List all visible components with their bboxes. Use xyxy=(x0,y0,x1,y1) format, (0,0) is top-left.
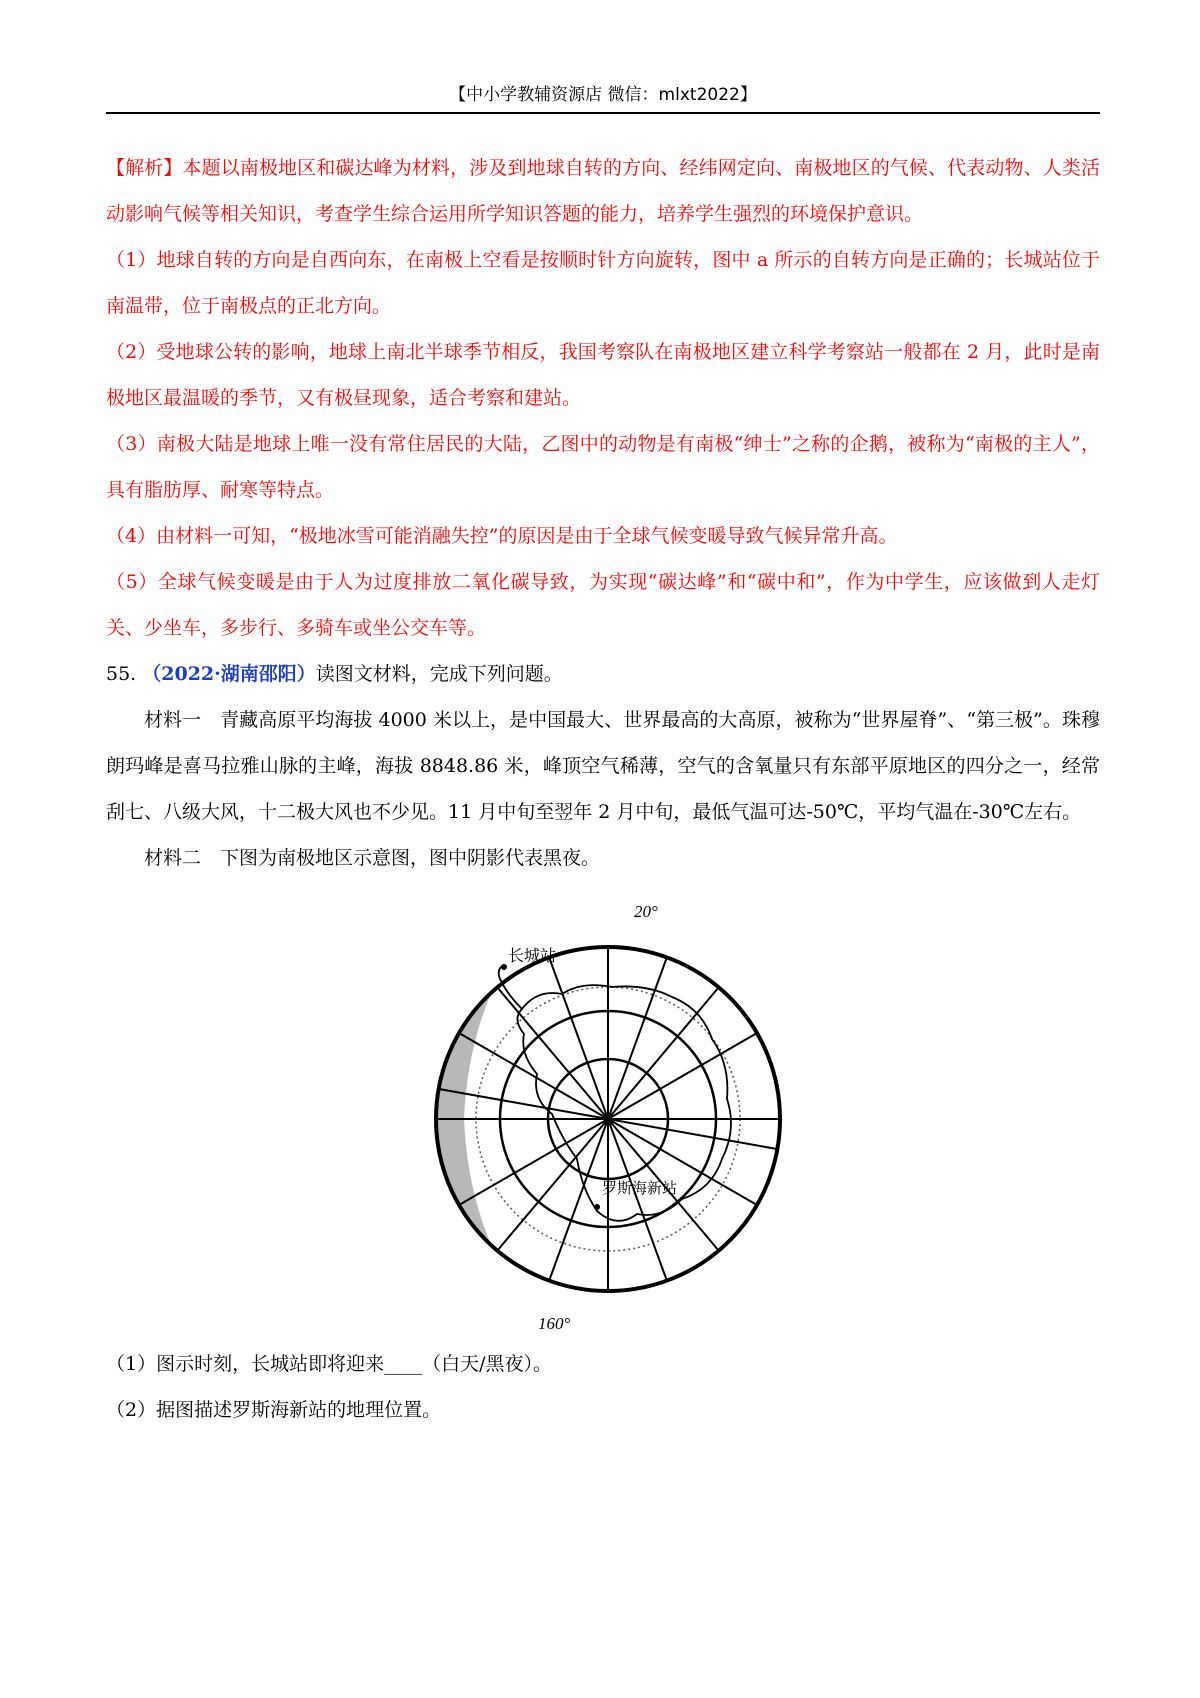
sub-question-2: （2）据图描述罗斯海新站的地理位置。 xyxy=(106,1399,442,1421)
sub-question-1: （1）图示时刻，长城站即将迎来____（白天/黑夜）。 xyxy=(106,1353,552,1375)
analysis-item-2: （2）受地球公转的影响，地球上南北半球季节相反，我国考察队在南极地区建立科学考察站一般都在 2 月，此时是南极地区最温暖的季节，又有极昼现象，适合考察和建站。 xyxy=(106,341,1100,409)
antarctica-map-figure xyxy=(412,889,804,1341)
material-2: 材料二 下图为南极地区示意图，图中阴影代表黑夜。 xyxy=(144,847,601,869)
analysis-item-5: （5）全球气候变暖是由于人为过度排放二氧化碳导致，为实现“碳达峰”和“碳中和”，作为中学生，应该做到人走灯关、少坐车，多步行、多骑车或坐公交车等。 xyxy=(106,571,1100,639)
analysis-item-1: （1）地球自转的方向是自西向东，在南极上空看是按顺时针方向旋转，图中 a 所示的自转方向是正确的；长城站位于南温带，位于南极点的正北方向。 xyxy=(106,249,1100,317)
label-top-longitude: 20° xyxy=(634,902,658,921)
question-number: 55. xyxy=(106,663,137,685)
analysis-item-4: （4）由材料一可知，“极地冰雪可能消融失控”的原因是由于全球气候变暖导致气候异常升高。 xyxy=(106,525,898,547)
document-body xyxy=(106,145,1100,1433)
label-ross-sea-station: 罗斯海新站 xyxy=(602,1181,678,1197)
great-wall-station-marker xyxy=(501,964,507,970)
header-text: 【中小学教辅资源店 微信：mlxt2022】 xyxy=(449,85,757,105)
page-header xyxy=(106,78,1100,114)
question-stem: 读图文材料，完成下列问题。 xyxy=(315,663,563,685)
label-great-wall-station: 长城站 xyxy=(508,948,557,965)
label-bottom-longitude: 160° xyxy=(538,1314,571,1333)
material-1: 材料一 青藏高原平均海拔 4000 米以上，是中国最大、世界最高的大高原，被称为“世界屋脊”、“第三极”。珠穆朗玛峰是喜马拉雅山脉的主峰，海拔 8848.86 米，峰顶空气稀薄，空气的含氧量只有东部平原地区的四分之一，经常刮七、八级大风，十二极大风也不少见。11 月中旬至翌年 2 月中旬，最低气温可达-50℃，平均气温在-30℃左右。 xyxy=(106,709,1100,823)
ross-sea-station-marker xyxy=(594,1204,600,1210)
analysis-intro: 【解析】本题以南极地区和碳达峰为材料，涉及到地球自转的方向、经纬网定向、南极地区的气候、代表动物、人类活动影响气候等相关知识，考查学生综合运用所学知识答题的能力，培养学生强烈的环境保护意识。 xyxy=(106,157,1100,225)
question-heading xyxy=(106,651,1100,697)
analysis-item-3: （3）南极大陆是地球上唯一没有常住居民的大陆，乙图中的动物是有南极“绅士”之称的企鹅，被称为“南极的主人”，具有脂肪厚、耐寒等特点。 xyxy=(106,433,1100,501)
question-source: （2022·湖南邵阳） xyxy=(142,663,316,685)
